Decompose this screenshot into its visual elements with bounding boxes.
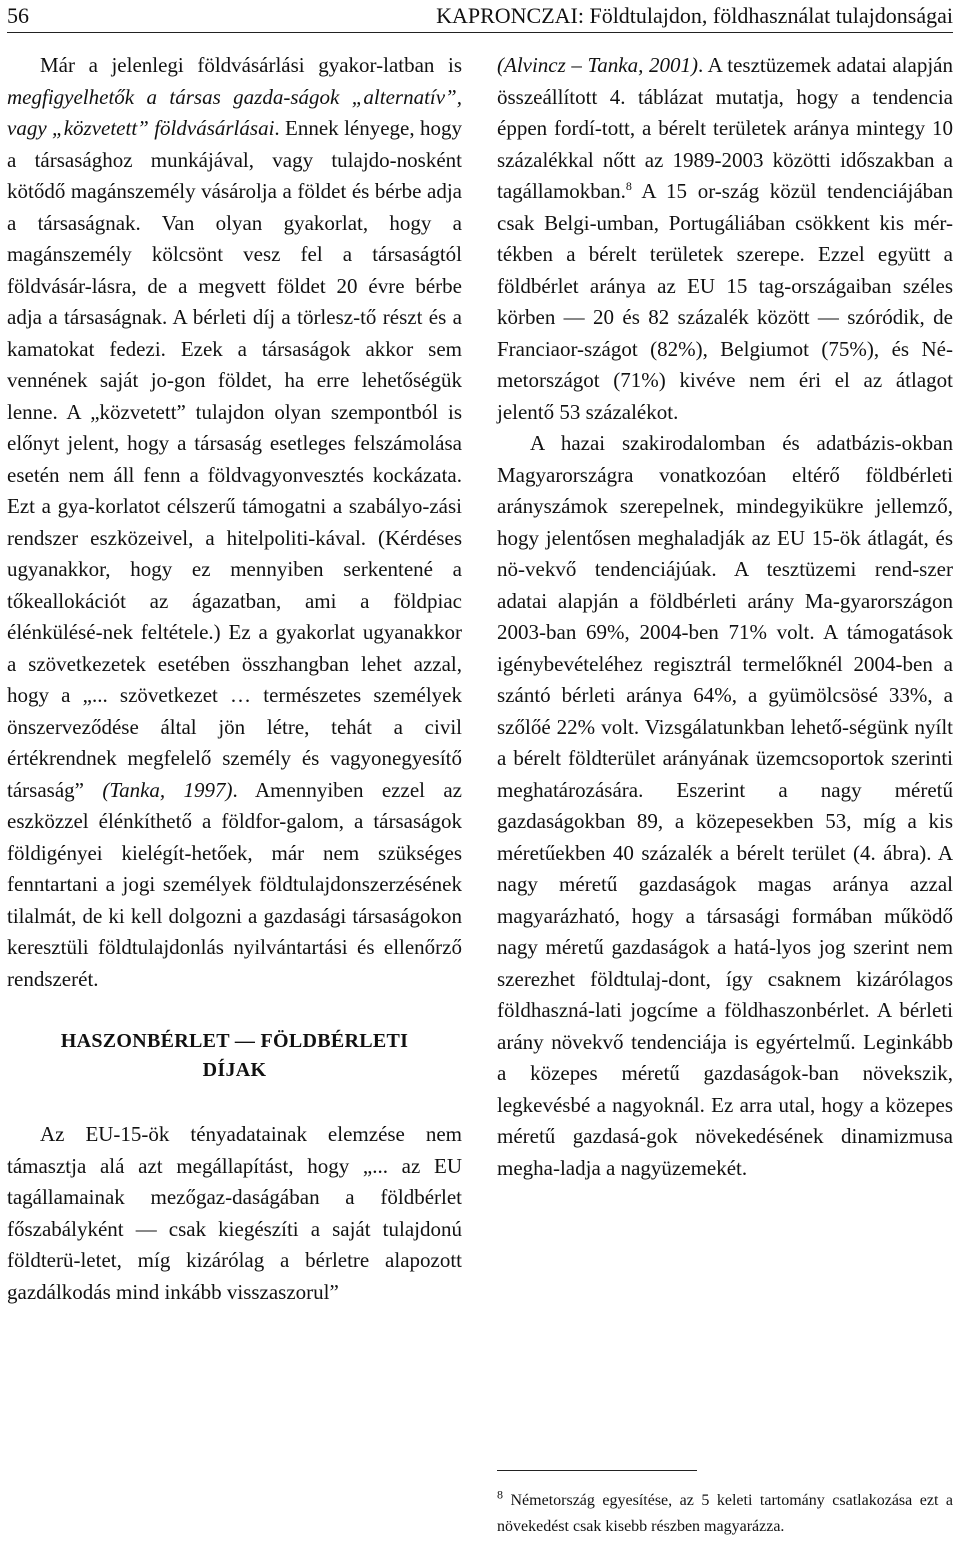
footnote-marker: 8	[625, 179, 632, 193]
text-run: . A tesztüzemek adatai alapján összeállított 4. táblázat mutatja, hogy a tendencia éppen fordí-tott, a bérelt területek aránya mintegy 10 százalékkal nőtt az 1989-2003 közötti időszakban a tagállamokban.	[497, 53, 953, 203]
page-number: 56	[7, 3, 29, 28]
citation: (Tanka, 1997)	[102, 777, 233, 802]
section-heading	[7, 1027, 462, 1085]
paragraph: A hazai szakirodalomban és adatbázis-okban Magyarországra vonatkozóan eltérő földbérleti arányszámok szerepelnek, mindegyikükre jellemző, hogy jelentősen meghaladják az EU 15-ök átlagát, és nö-vekvő tendenciájúak. A tesztüzemi rend-szer adatai alapján a földbérleti arány Ma-gyarországon 2003-ban 69%, 2004-ben 71% volt. A támogatások igénybevételéhez regisztrál termelőknél 2004-ben a szántó bérleti aránya 64%, a gyümölcsösé 33%, a szőlőé 22% volt. Vizsgálatunkban lehető-ségünk nyílt a bérelt földterület arányának üzemcsoportok szerinti meghatározására. Eszerint a nagy méretű gazdaságokban 89, a közepesekben 53, míg a kis méretűekben 40 százalék a bérelt terület (4. ábra). A nagy méretű gazdaságok magas aránya azzal magyarázható, hogy a társasági formában működő nagy méretű gazdaságok a hatá-lyos jog szerint nem szerezhet földtulaj-dont, így csaknem kizárólagos földhaszná-lati jogcíme a földhaszonbérlet. A bérleti arány növekvő tendenciája is egyértelmű. Leginkább a közepes méretű gazdaságok-ban növekszik, legkevésbé a nagyoknál. Ez arra utal, hogy a közepes méretű gazdasá-gok növekedésének dinamizmusa megha-ladja a nagyüzemekét.	[497, 431, 953, 1180]
text-run: . Ennek lényege, hogy a társasághoz munkájával, vagy tulajdo-nosként kötődő magánszemély vásárolja a földet és bérbe adja a társaságnak. Van olyan gyakorlat, hogy a magánszemély kölcsönt vesz fel a társaságtól földvásár-lásra, de a megvett földet 20 évre bérbe adja a társaságnak. A bérleti díj a törlesz-tő részt és a kamatokat fedezi. Ezek a társaságok akkor sem vennének saját jo-gon földet, ha erre lehetőségük lenne. A „közvetett” tulajdon olyan szempontból is előnyt jelent, hogy a társaság esetleges felszámolása esetén nem áll fenn a földvagyonvesztés kockázata. Ezt a gya-korlatot célszerű támogatni a szabályo-zási rendszer eszközeivel, a hitelpoliti-kával. (Kérdéses ugyanakkor, hogy ez mennyiben serkentené a tőkeallokációt az ágazatban, ami a földpiac élénkülésé-nek feltétele.) Ez a gyakorlat ugyanakkor a szövetkezetek esetében összhangban lehet azzal, hogy a „... szövetkezet … természetes személyek önszerveződése által jön létre, tehát a civil értékrendnek megfelelő személy és vagyonegyesítő társaság”	[7, 116, 462, 802]
paragraph	[497, 50, 953, 428]
right-column	[497, 50, 953, 1184]
heading-line: HASZONBÉRLET — FÖLDBÉRLETI	[60, 1030, 409, 1052]
footnote-rule	[497, 1470, 697, 1471]
heading-line: DÍJAK	[202, 1059, 267, 1081]
running-title: KAPRONCZAI: Földtulajdon, földhasználat tulajdonságai	[436, 3, 953, 28]
paragraph	[7, 50, 462, 995]
text-run: . Amennyiben ezzel az eszközzel élénkíthető a földfor-galom, a társaságok földigényei kielégít-hetőek, már nem szükséges fenntartani a jogi személyek földtulajdonszerzésének tilalmát, de ki kell dolgozni a gazdasági társaságokon keresztüli földtulajdonlás nyilvántartási és ellenőrző rendszerét.	[7, 777, 462, 991]
footnote	[497, 1488, 953, 1540]
citation: (Alvincz – Tanka, 2001)	[497, 53, 698, 77]
paragraph: Az EU-15-ök tényadatainak elemzése nem támasztja alá azt megállapítást, hogy „... az EU tagállamainak mezőgaz-daságában a földbérlet főszabályként — csak kiegészíti a saját tulajdonú földterü-letet, míg kizárólag a bérletre alapozott gazdálkodás mind inkább visszaszorul”	[7, 1122, 462, 1304]
footnote-number: 8	[497, 1487, 503, 1502]
text-run: A 15 or-szág közül tendenciájában csak Belgi-umban, Portugáliában csökkent kis mér-tékben a bérelt területek szerepe. Ezzel együtt a földbérlet aránya az EU 15 tag-országaiban széles körben — 20 és 82 százalék között — szóródik, de Franciaor-szágot (82%), Belgiumot (75%), és Né-metországot (71%) kivéve nem éri el az átlagot jelentő 53 százalékot.	[497, 179, 953, 424]
text-run: Már a jelenlegi földvásárlási gyakor-latban is	[40, 53, 462, 77]
left-column	[7, 50, 462, 1308]
running-header	[7, 0, 953, 33]
italic-run: megfigyelhetők a társas gazda-ságok „alternatív”, vagy „közvetett” földvásárlásai	[7, 84, 462, 140]
footnote-text: Németország egyesítése, az 5 keleti tartomány csatlakozása ezt a növekedést csak kisebb részben magyarázza.	[497, 1492, 953, 1535]
